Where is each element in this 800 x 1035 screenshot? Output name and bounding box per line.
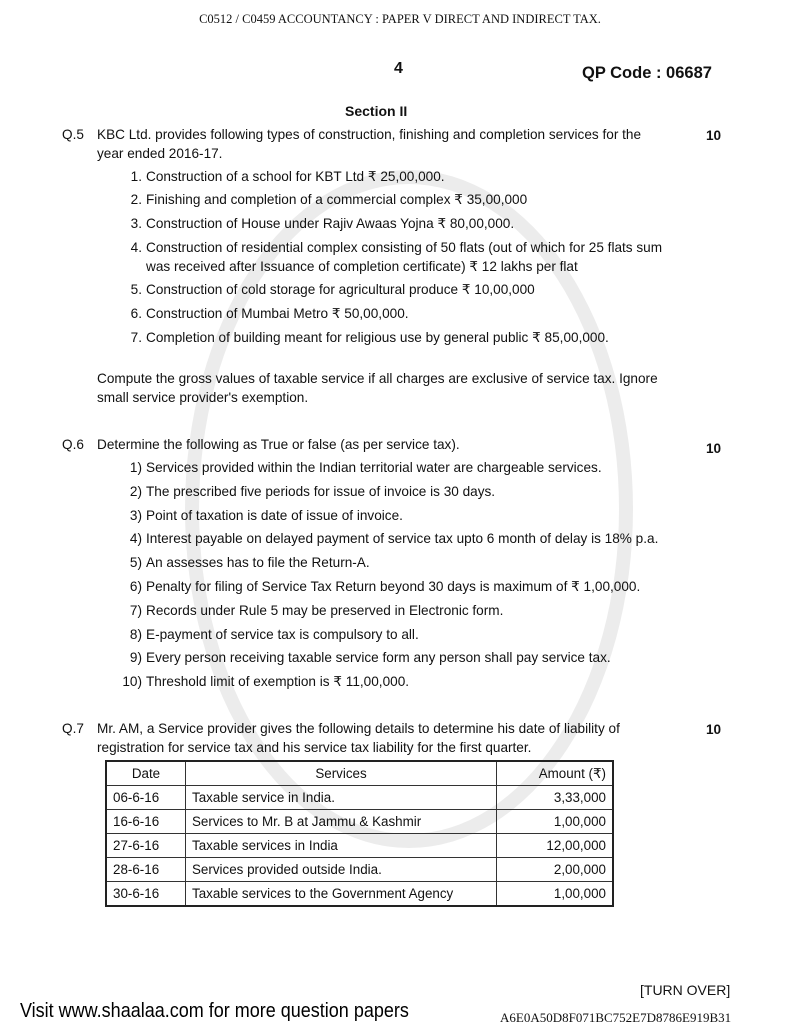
q6-item-number: 1) bbox=[129, 460, 142, 475]
q6-label: Q.6 bbox=[62, 437, 84, 452]
paper-hash: A6E0A50D8F071BC752E7D8786E919B31 bbox=[500, 1010, 732, 1025]
q7-text-2: registration for service tax and his service tax liability for the first quarter. bbox=[97, 740, 532, 755]
cell-service: Taxable services in India bbox=[186, 834, 497, 858]
cell-amount: 1,00,000 bbox=[497, 810, 614, 834]
q5-item-text: Finishing and completion of a commercial complex ₹ 35,00,000 bbox=[146, 192, 528, 207]
table-row bbox=[106, 858, 613, 882]
q5-item-text-cont: was received after Issuance of completion certificate) ₹ 12 lakhs per flat bbox=[146, 259, 578, 274]
q6-item-text: Every person receiving taxable service form any person shall pay service tax. bbox=[146, 650, 611, 666]
table-header-row bbox=[106, 761, 613, 786]
q5-item-number: 7. bbox=[130, 330, 142, 345]
q6-item-text: Interest payable on delayed payment of service tax upto 6 month of delay is 18% p.a. bbox=[146, 531, 659, 547]
q5-item-number: 4. bbox=[130, 240, 142, 255]
table-row bbox=[106, 834, 613, 858]
q7-label: Q.7 bbox=[62, 721, 84, 736]
q6-item-number: 2) bbox=[129, 483, 142, 499]
q6-item-text: Records under Rule 5 may be preserved in Electronic form. bbox=[146, 602, 504, 618]
q5-item-text: Construction of cold storage for agricultural produce ₹ 10,00,000 bbox=[146, 282, 535, 297]
q5-item-text: Construction of residential complex consisting of 50 flats (out of which for 25 flats sum bbox=[146, 240, 663, 255]
q6-marks: 10 bbox=[706, 441, 722, 456]
q5-marks: 10 bbox=[706, 128, 722, 143]
q6-item-text: Point of taxation is date of issue of invoice. bbox=[146, 507, 403, 523]
turn-over: [TURN OVER] bbox=[640, 982, 731, 998]
cell-date: 06-6-16 bbox=[106, 786, 186, 810]
q5-item-number: 2. bbox=[130, 192, 142, 207]
services-table bbox=[105, 760, 614, 907]
cell-service: Services to Mr. B at Jammu & Kashmir bbox=[186, 810, 497, 834]
cell-date: 28-6-16 bbox=[106, 858, 186, 882]
visit-link[interactable]: Visit www.shaalaa.com for more question papers bbox=[20, 1000, 409, 1022]
q7-text-1: Mr. AM, a Service provider gives the following details to determine his date of liability of bbox=[97, 721, 620, 736]
paper-header: C0512 / C0459 ACCOUNTANCY : PAPER V DIRECT AND INDIRECT TAX. bbox=[199, 12, 601, 26]
q6-item-number: 4) bbox=[129, 531, 142, 547]
q6-item-number: 8) bbox=[129, 626, 142, 642]
q6-item-number: 6) bbox=[129, 579, 142, 594]
q5-item-number: 6. bbox=[130, 306, 142, 321]
q6-item-number: 7) bbox=[129, 602, 142, 618]
q6-item-text: The prescribed five periods for issue of invoice is 30 days. bbox=[146, 483, 496, 499]
q5-item-text: Construction of House under Rajiv Awaas Yojna ₹ 80,00,000. bbox=[146, 216, 515, 231]
q6-text: Determine the following as True or false (as per service tax). bbox=[97, 437, 460, 452]
cell-service: Services provided outside India. bbox=[186, 858, 497, 882]
table-row bbox=[106, 810, 613, 834]
cell-amount: 1,00,000 bbox=[497, 882, 614, 907]
q5-instruction-2: small service provider's exemption. bbox=[97, 390, 309, 405]
q5-item-text: Construction of Mumbai Metro ₹ 50,00,000. bbox=[146, 306, 409, 321]
col-date: Date bbox=[106, 761, 186, 786]
col-services: Services bbox=[186, 761, 497, 786]
q6-item-text: An assesses has to file the Return-A. bbox=[146, 555, 370, 571]
q5-label: Q.5 bbox=[62, 127, 84, 142]
cell-date: 16-6-16 bbox=[106, 810, 186, 834]
q5-item-text: Completion of building meant for religious use by general public ₹ 85,00,000. bbox=[146, 330, 609, 345]
section-title: Section II bbox=[345, 103, 408, 119]
q6-item-number: 9) bbox=[129, 650, 142, 666]
cell-date: 27-6-16 bbox=[106, 834, 186, 858]
cell-service: Taxable services to the Government Agency bbox=[186, 882, 497, 907]
q5-text-1: KBC Ltd. provides following types of construction, finishing and completion services for the bbox=[97, 127, 642, 142]
cell-amount: 12,00,000 bbox=[497, 834, 614, 858]
q6-item-number: 3) bbox=[129, 507, 142, 523]
qp-code: QP Code : 06687 bbox=[582, 64, 712, 82]
table-row bbox=[106, 882, 613, 907]
cell-amount: 3,33,000 bbox=[497, 786, 614, 810]
q6-item-number: 5) bbox=[129, 555, 142, 571]
q5-item-text: Construction of a school for KBT Ltd ₹ 25,00,000. bbox=[146, 169, 445, 184]
q6-item-text: Penalty for filing of Service Tax Return beyond 30 days is maximum of ₹ 1,00,000. bbox=[146, 579, 641, 594]
q6-item-text: E-payment of service tax is compulsory to all. bbox=[146, 626, 419, 642]
q6-item-text: Services provided within the Indian territorial water are chargeable services. bbox=[146, 460, 602, 475]
page-number: 4 bbox=[394, 60, 403, 77]
q6-item-number: 10) bbox=[122, 674, 142, 690]
q6-item-text: Threshold limit of exemption is ₹ 11,00,000. bbox=[146, 674, 410, 690]
cell-date: 30-6-16 bbox=[106, 882, 186, 907]
q5-instruction-1: Compute the gross values of taxable service if all charges are exclusive of service tax. Ignore bbox=[97, 371, 658, 386]
table-row bbox=[106, 786, 613, 810]
cell-amount: 2,00,000 bbox=[497, 858, 614, 882]
q5-item-number: 3. bbox=[130, 216, 142, 231]
cell-service: Taxable service in India. bbox=[186, 786, 497, 810]
col-amount: Amount (₹) bbox=[497, 761, 614, 786]
q7-marks: 10 bbox=[706, 722, 722, 737]
q5-text-2: year ended 2016-17. bbox=[97, 146, 223, 161]
q5-item-number: 1. bbox=[130, 169, 142, 184]
q5-item-number: 5. bbox=[130, 282, 142, 297]
